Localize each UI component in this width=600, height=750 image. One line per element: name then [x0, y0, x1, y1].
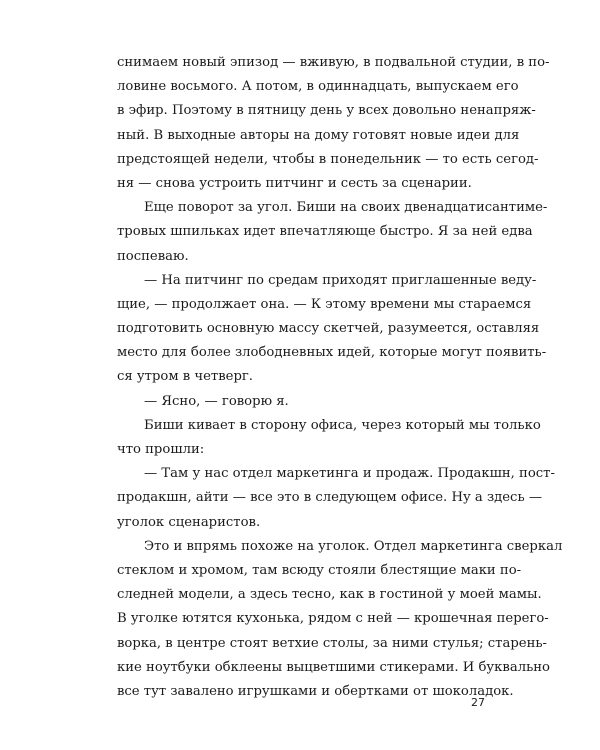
text-line: ня — снова устроить питчинг и сесть за сценарии. [117, 175, 472, 191]
text-line: — Там у нас отдел маркетинга и продаж. Продакшн, пост- [144, 466, 555, 482]
text-line: — На питчинг по средам приходят приглашенные веду- [144, 272, 537, 288]
text-line: щие, — продолжает она. — К этому времени мы стараемся [117, 296, 532, 312]
text-line: подготовить основную массу скетчей, разумеется, оставляя [117, 321, 540, 337]
text-line: ный. В выходные авторы на дому готовят новые идеи для [117, 127, 520, 143]
text-line: ловине восьмого. А потом, в одиннадцать, выпускаем его [117, 79, 519, 95]
text-line: продакшн, айти — все это в следующем офисе. Ну а здесь — [117, 490, 543, 506]
text-line: кие ноутбуки обклеены выцветшими стикерами. И буквально [117, 659, 550, 675]
text-line: Биши кивает в сторону офиса, через который мы только [144, 417, 541, 433]
text-line: Еще поворот за угол. Биши на своих двенадцатисантиме- [144, 200, 548, 216]
page-number: 27 [471, 696, 485, 709]
text-line: снимаем новый эпизод — вживую, в подвальной студии, в по- [117, 55, 550, 70]
text-line: предстоящей недели, чтобы в понедельник — то есть сегод- [117, 151, 539, 167]
text-line: в эфир. Поэтому в пятницу день у всех довольно ненапряж- [117, 103, 536, 119]
text-line: Это и впрямь похоже на уголок. Отдел маркетинга сверкал [144, 538, 563, 554]
text-line: ся утром в четверг. [117, 369, 253, 385]
text-line: следней модели, а здесь тесно, как в гостиной у моей мамы. [117, 587, 542, 603]
text-line: что прошли: [117, 442, 205, 457]
text-line: тровых шпильках идет впечатляюще быстро. Я за ней едва [117, 224, 533, 240]
text-line: поспеваю. [117, 248, 189, 264]
text-line: ворка, в центре стоят ветхие столы, за ними стулья; старень- [117, 635, 548, 651]
text-line: уголок сценаристов. [117, 514, 261, 530]
text-line: все тут завалено игрушками и обертками от шоколадок. [117, 683, 514, 699]
text-line: место для более злободневных идей, которые могут появить- [117, 345, 547, 361]
text-line: В уголке ютятся кухонька, рядом с ней — крошечная перего- [117, 611, 549, 627]
body-text [117, 51, 563, 704]
text-line: стеклом и хромом, там всюду стояли блестящие маки по- [117, 562, 522, 578]
text-line: — Ясно, — говорю я. [144, 393, 289, 409]
